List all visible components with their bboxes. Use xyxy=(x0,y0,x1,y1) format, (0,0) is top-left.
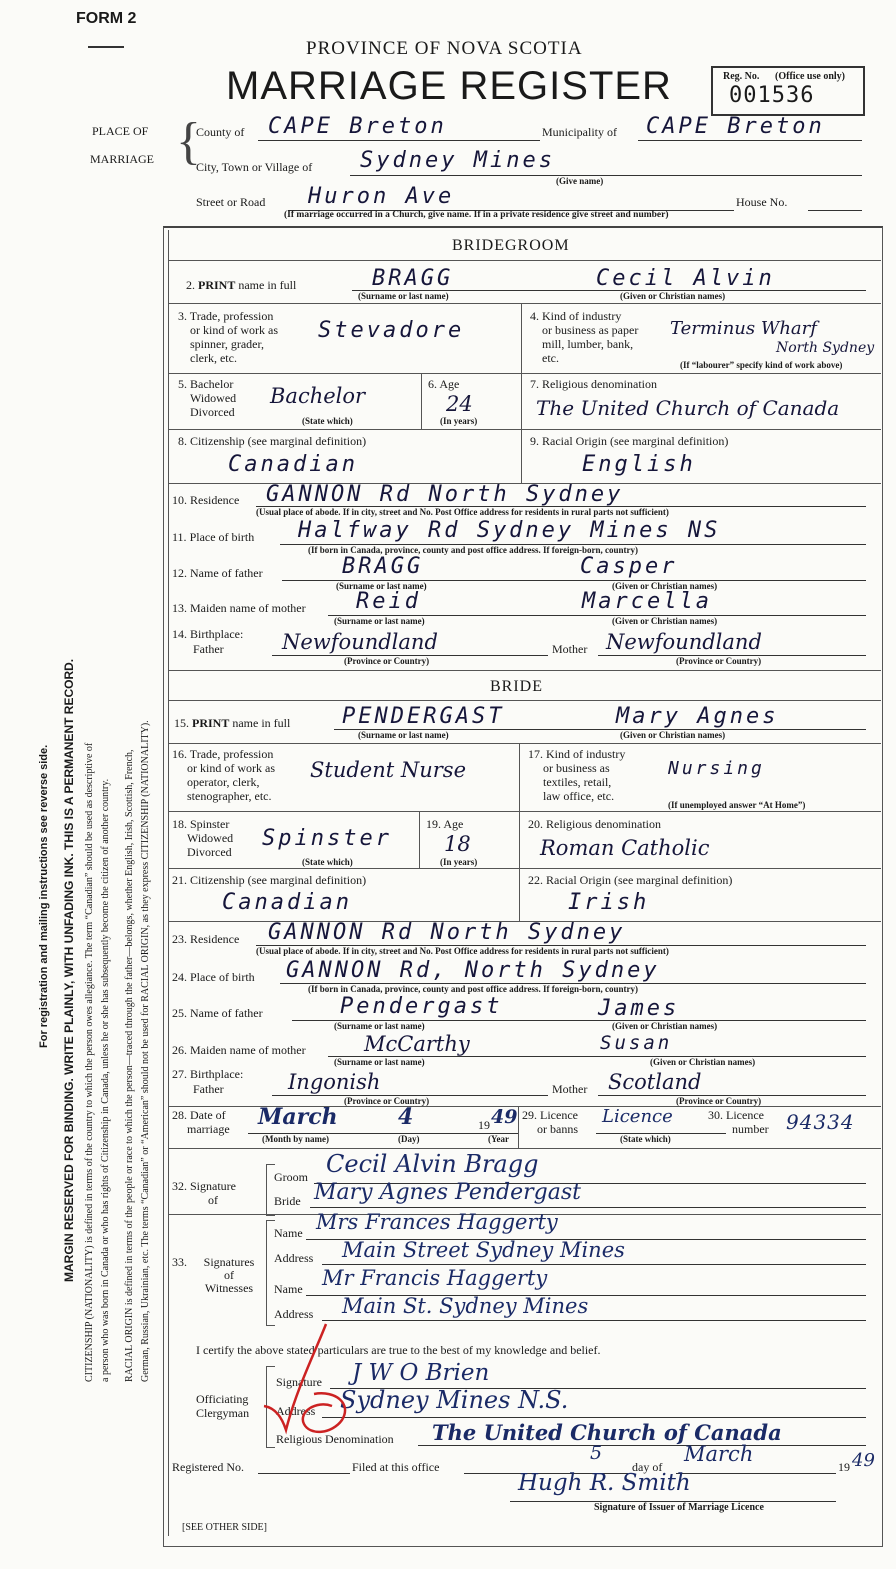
city-caption: (Give name) xyxy=(556,176,604,186)
w2-address-label: Address xyxy=(274,1307,314,1321)
groom-residence: GANNON Rd North Sydney xyxy=(266,482,624,507)
f4-l2: or business as paper xyxy=(542,323,639,337)
clergy-signature: J W O Brien xyxy=(352,1360,490,1386)
rule xyxy=(168,429,881,430)
f18-l1: Spinster xyxy=(190,817,230,831)
underline xyxy=(322,1320,866,1321)
street-value: Huron Ave xyxy=(308,184,455,209)
bride-origin: Irish xyxy=(568,890,650,915)
f3-l1: Trade, profession xyxy=(189,309,274,323)
f4-num: 4. xyxy=(530,309,539,323)
f17-l2: or business as xyxy=(543,761,610,775)
f10-label xyxy=(172,493,239,508)
form-number: FORM 2 xyxy=(76,10,137,27)
house-underline xyxy=(808,210,862,211)
f25-label xyxy=(172,1006,263,1021)
bride-heading: BRIDE xyxy=(490,678,543,695)
f11-birth-label: Place of birth xyxy=(189,530,255,544)
f33-l1: Signatures xyxy=(203,1255,255,1269)
state-which-caption: (State which) xyxy=(620,1134,671,1144)
f3-l2: or kind of work as xyxy=(190,323,278,337)
certify-statement: I certify the above stated particulars are true to the best of my knowledge and belief. xyxy=(196,1343,601,1357)
rule xyxy=(168,1148,881,1149)
f20-religion-label: Religious denomination xyxy=(546,817,661,831)
f29-num: 29. xyxy=(522,1108,537,1122)
f29-label xyxy=(522,1108,578,1136)
f3-l3: spinner, grader, xyxy=(190,337,265,351)
f25-num: 25. xyxy=(172,1006,187,1020)
year-caption: (Year xyxy=(488,1134,509,1144)
f17-note: (If unemployed answer “At Home”) xyxy=(668,800,806,810)
f13-mother-label: Maiden name of mother xyxy=(190,601,306,615)
dash-mark xyxy=(88,46,124,48)
filed-label: Filed at this office xyxy=(352,1460,440,1474)
f29-l1: Licence xyxy=(540,1108,578,1122)
rule xyxy=(168,670,881,671)
residence-caption xyxy=(256,946,669,956)
w1-address-label: Address xyxy=(274,1251,314,1265)
f19-age-label: Age xyxy=(443,817,464,831)
groom-mother-given: Marcella xyxy=(582,589,712,614)
marriage-day: 4 xyxy=(398,1104,414,1130)
form-border-inner xyxy=(168,230,169,1536)
f15-label xyxy=(174,716,290,731)
given-caption: (Given or Christian names) xyxy=(612,1021,718,1031)
f5-num: 5. xyxy=(178,377,187,391)
licence-or-banns: Licence xyxy=(602,1106,673,1127)
f27-label xyxy=(172,1067,243,1097)
f7-num: 7. xyxy=(530,377,539,391)
f21-citizenship-label: Citizenship (see marginal definition) xyxy=(190,873,367,887)
f14-num: 14. xyxy=(172,627,187,641)
f19-label xyxy=(426,817,463,832)
f21-label xyxy=(172,873,366,888)
witness-2-name: Mr Francis Haggerty xyxy=(322,1266,548,1290)
surname-caption: (Surname or last name) xyxy=(336,581,427,591)
f9-num: 9. xyxy=(530,434,539,448)
margin-citizenship-def-1: CITIZENSHIP (NATIONALITY) is defined in terms of the country to which the person owes allegiance. The term “Canadian” should be used as descriptive of xyxy=(84,742,95,1382)
f25-father-label: Name of father xyxy=(190,1006,263,1020)
surname-caption: (Surname or last name) xyxy=(358,730,449,740)
groom-religion: The United Church of Canada xyxy=(536,396,840,420)
f15-print: PRINT xyxy=(192,716,230,730)
margin-racial-def-2: German, Russian, Ukrainian, etc. The terms “Canadian” or “American” should not be used for RACIAL ORIGIN, as they express CITIZENSHIP (NATIONALITY). xyxy=(140,720,151,1382)
groom-trade: Stevadore xyxy=(318,318,465,343)
bride-industry: Nursing xyxy=(668,758,765,779)
f22-num: 22. xyxy=(528,873,543,887)
f30-l2: number xyxy=(732,1122,769,1136)
years-caption: (In years) xyxy=(440,857,478,867)
f30-num: 30. xyxy=(708,1108,723,1122)
given-caption: (Given or Christian names) xyxy=(612,616,718,626)
f15-name-label: name in full xyxy=(232,716,291,730)
bride-mother-given: Susan xyxy=(600,1032,673,1054)
bride-religion: Roman Catholic xyxy=(540,836,710,860)
f32-l2: of xyxy=(208,1193,218,1207)
clergy-sig-label: Signature xyxy=(276,1375,322,1389)
f4-l4: etc. xyxy=(542,351,559,365)
f16-l1: Trade, profession xyxy=(189,747,274,761)
province-heading: PROVINCE OF NOVA SCOTIA xyxy=(306,38,583,59)
f23-residence-label: Residence xyxy=(190,932,240,946)
f29-l2: or banns xyxy=(537,1122,578,1136)
clergy-den-label: Religious Denomination xyxy=(276,1432,394,1446)
f2-num: 2. xyxy=(186,278,195,292)
state-caption: (State which) xyxy=(302,416,353,426)
f6-age-label: Age xyxy=(439,377,460,391)
f19-num: 19. xyxy=(426,817,441,831)
bride-sig-label: Bride xyxy=(274,1194,301,1208)
f24-label xyxy=(172,970,255,985)
divider xyxy=(419,811,420,868)
bride-given: Mary Agnes xyxy=(616,704,779,729)
groom-father-given: Casper xyxy=(580,554,678,579)
marriage-month: March xyxy=(258,1104,338,1130)
reg-label: Reg. No. xyxy=(723,71,760,82)
groom-sig-label: Groom xyxy=(274,1170,308,1184)
f9-label xyxy=(530,434,728,449)
underline xyxy=(258,1473,350,1474)
f28-l1: Date of xyxy=(190,1108,226,1122)
rule xyxy=(168,700,881,701)
groom-father-surname: BRAGG xyxy=(342,554,424,579)
city-value: Sydney Mines xyxy=(360,148,555,173)
licence-number: 94334 xyxy=(786,1110,855,1134)
f17-l1: Kind of industry xyxy=(546,747,626,761)
rule xyxy=(168,303,881,304)
f8-citizenship-label: Citizenship (see marginal definition) xyxy=(190,434,367,448)
f28-label xyxy=(172,1108,230,1136)
f18-label xyxy=(172,817,233,859)
f6-num: 6. xyxy=(428,377,437,391)
city-label: City, Town or Village of xyxy=(196,160,313,174)
f16-label xyxy=(172,747,275,803)
residence-caption-2: Post Office address for residents in rural parts not sufficient) xyxy=(435,946,669,956)
groom-status: Bachelor xyxy=(270,384,366,408)
province-caption: (Province or Country) xyxy=(676,1096,762,1106)
surname-caption: (Surname or last name) xyxy=(358,291,449,301)
f4-note: (If “labourer” specify kind of work above) xyxy=(680,360,843,370)
see-other-side: [SEE OTHER SIDE] xyxy=(182,1522,267,1533)
filed-year-prefix: 19 xyxy=(838,1460,850,1474)
street-note: (If marriage occurred in a Church, give name. If in a private residence give street and number) xyxy=(284,210,669,220)
state-caption: (State which) xyxy=(302,857,353,867)
f14-mother-label: Mother xyxy=(552,642,588,656)
f5-label xyxy=(178,377,236,419)
bride-citizenship: Canadian xyxy=(222,890,352,915)
page-title: MARRIAGE REGISTER xyxy=(226,64,672,108)
f30-label xyxy=(708,1108,769,1136)
witness-1-name: Mrs Frances Haggerty xyxy=(316,1210,558,1234)
groom-mother-birth: Newfoundland xyxy=(606,630,762,654)
reg-number: 001536 xyxy=(729,83,815,108)
groom-signature: Cecil Alvin Bragg xyxy=(326,1150,539,1178)
f26-label xyxy=(172,1043,306,1058)
place-label-2: MARRIAGE xyxy=(90,152,155,166)
f28-l2: marriage xyxy=(187,1122,230,1136)
county-value: CAPE Breton xyxy=(268,114,447,139)
divider xyxy=(519,743,520,811)
place-label-1: PLACE OF xyxy=(92,124,149,138)
bride-father-given: James xyxy=(598,996,680,1021)
rule xyxy=(168,811,881,812)
f4-label xyxy=(530,309,638,365)
f16-l3: operator, clerk, xyxy=(187,775,260,789)
groom-surname: BRAGG xyxy=(372,266,454,291)
margin-binding-note: MARGIN RESERVED FOR BINDING. WRITE PLAINLY, WITH UNFADING INK. THIS IS A PERMANENT RECORD. xyxy=(62,658,76,1282)
city-underline xyxy=(350,175,862,176)
province-caption: (Province or Country) xyxy=(676,656,762,666)
f16-l2: or kind of work as xyxy=(187,761,275,775)
underline xyxy=(322,1264,866,1265)
bride-surname: PENDERGAST xyxy=(342,704,505,729)
f12-father-label: Name of father xyxy=(190,566,263,580)
f27-birthplace-label: Birthplace: xyxy=(190,1067,244,1081)
clergy-denomination: The United Church of Canada xyxy=(432,1420,782,1445)
red-check-mark xyxy=(256,1320,366,1440)
f16-num: 16. xyxy=(172,747,187,761)
f18-l3: Divorced xyxy=(187,845,232,859)
bride-mother-birth: Scotland xyxy=(608,1070,702,1094)
divider xyxy=(521,303,522,373)
f24-birth-label: Place of birth xyxy=(190,970,255,984)
residence-caption-2: Post Office address for residents in rural parts not sufficient) xyxy=(435,507,669,517)
county-underline xyxy=(258,140,540,141)
month-caption: (Month by name) xyxy=(262,1134,329,1144)
rule xyxy=(168,743,881,744)
given-caption: (Given or Christian names) xyxy=(612,581,718,591)
house-label: House No. xyxy=(736,195,788,209)
f33-text xyxy=(196,1256,262,1295)
given-caption: (Given or Christian names) xyxy=(620,730,726,740)
f33-l3: Witnesses xyxy=(204,1281,254,1295)
f7-religion-label: Religious denomination xyxy=(542,377,657,391)
years-caption: (In years) xyxy=(440,416,478,426)
groom-origin: English xyxy=(582,452,696,477)
municipality-value: CAPE Breton xyxy=(646,114,825,139)
margin-instructions-note: For registration and mailing instructions see reverse side. xyxy=(38,744,50,1048)
day-of-label: day of xyxy=(632,1460,663,1474)
groom-age: 24 xyxy=(446,392,473,416)
clergy-addr-label: Address xyxy=(276,1404,316,1418)
margin-racial-def-1: RACIAL ORIGIN is defined in terms of the people or race to which the person—traced through the father—belongs, whether English, Irish, Scottish, French, xyxy=(124,749,135,1382)
bride-mother-surname: McCarthy xyxy=(364,1032,470,1056)
f12-num: 12. xyxy=(172,566,187,580)
surname-caption: (Surname or last name) xyxy=(334,616,425,626)
groom-father-birth: Newfoundland xyxy=(282,630,438,654)
f17-label xyxy=(528,747,625,803)
issuer-signature: Hugh R. Smith xyxy=(518,1470,691,1496)
f23-label xyxy=(172,932,239,947)
bridegroom-heading: BRIDEGROOM xyxy=(452,237,570,254)
f27-mother-label: Mother xyxy=(552,1082,588,1096)
rule xyxy=(168,373,881,374)
f9-origin-label: Racial Origin (see marginal definition) xyxy=(542,434,729,448)
marriage-year-prefix: 19 xyxy=(478,1118,490,1132)
underline xyxy=(322,1417,866,1418)
f20-label xyxy=(528,817,661,832)
f5-l2: Widowed xyxy=(190,391,237,405)
f22-label xyxy=(528,873,732,888)
f33-label xyxy=(172,1256,187,1269)
clergy-l1: Officiating xyxy=(196,1392,249,1406)
f3-l4: clerk, etc. xyxy=(190,351,237,365)
f26-mother-label: Maiden name of mother xyxy=(190,1043,306,1057)
w1-name-label: Name xyxy=(274,1226,303,1240)
groom-birthplace: Halfway Rd Sydney Mines NS xyxy=(298,518,721,543)
bride-signature: Mary Agnes Pendergast xyxy=(314,1180,581,1205)
f16-l4: stenographer, etc. xyxy=(187,789,272,803)
province-caption: (Province or Country) xyxy=(344,656,430,666)
f2-label xyxy=(186,278,296,293)
registered-no-label: Registered No. xyxy=(172,1460,244,1474)
f32-label xyxy=(172,1179,236,1207)
f26-num: 26. xyxy=(172,1043,187,1057)
f10-residence-label: Residence xyxy=(190,493,240,507)
given-caption: (Given or Christian names) xyxy=(620,291,726,301)
f14-birthplace-label: Birthplace: xyxy=(190,627,244,641)
f17-num: 17. xyxy=(528,747,543,761)
f17-l4: law office, etc. xyxy=(543,789,615,803)
f12-label xyxy=(172,566,263,581)
f11-label xyxy=(172,530,254,545)
f8-num: 8. xyxy=(178,434,187,448)
reg-number-box xyxy=(711,66,865,116)
f4-l1: Kind of industry xyxy=(542,309,622,323)
municipality-label: Municipality of xyxy=(542,125,617,139)
surname-caption: (Surname or last name) xyxy=(334,1057,425,1067)
f6-label xyxy=(428,377,459,392)
f13-num: 13. xyxy=(172,601,187,615)
filed-day: 5 xyxy=(590,1442,603,1464)
county-label: County of xyxy=(196,125,245,139)
f15-num: 15. xyxy=(174,716,189,730)
margin-citizenship-def-2: a person who was born in Canada or who has rights of Citizenship in Canada, unless he or she has subsequently become the citizen of another country. xyxy=(100,778,111,1382)
clergy-l2: Clergyman xyxy=(196,1406,250,1420)
filed-year: 49 xyxy=(852,1450,875,1471)
f4-l3: mill, lumber, bank, xyxy=(542,337,634,351)
birth-caption: (If born in Canada, province, county and post office address. If foreign-born, country) xyxy=(308,545,639,555)
f17-l3: textiles, retail, xyxy=(543,775,612,789)
residence-caption xyxy=(256,507,669,517)
divider xyxy=(519,811,520,921)
f32-l1: Signature xyxy=(190,1179,236,1193)
f30-l1: Licence xyxy=(726,1108,764,1122)
f33-num: 33. xyxy=(172,1255,187,1269)
residence-caption-1: (Usual place of abode. If in city, street and No. xyxy=(256,507,433,517)
issuer-caption: Signature of Issuer of Marriage Licence xyxy=(594,1502,764,1513)
f7-label xyxy=(530,377,657,392)
underline xyxy=(418,1445,866,1446)
street-label: Street or Road xyxy=(196,195,266,209)
f33-l2: of xyxy=(224,1268,234,1282)
given-caption: (Given or Christian names) xyxy=(650,1057,756,1067)
f24-num: 24. xyxy=(172,970,187,984)
divider xyxy=(521,373,522,483)
f18-l2: Widowed xyxy=(187,831,234,845)
clergy-address: Sydney Mines N.S. xyxy=(340,1386,569,1414)
f2-name-label: name in full xyxy=(238,278,297,292)
groom-industry-1: Terminus Wharf xyxy=(670,318,817,339)
witness-2-address: Main St. Sydney Mines xyxy=(342,1294,589,1318)
f5-l1: Bachelor xyxy=(190,377,234,391)
bride-father-surname: Pendergast xyxy=(340,994,503,1019)
municipality-underline xyxy=(638,140,862,141)
f27-num: 27. xyxy=(172,1067,187,1081)
f3-label xyxy=(178,309,278,365)
f14-label xyxy=(172,627,243,657)
province-caption: (Province or Country) xyxy=(344,1096,430,1106)
f28-num: 28. xyxy=(172,1108,187,1122)
day-caption: (Day) xyxy=(398,1134,420,1144)
f21-num: 21. xyxy=(172,873,187,887)
witness-1-address: Main Street Sydney Mines xyxy=(342,1238,625,1262)
f23-num: 23. xyxy=(172,932,187,946)
groom-industry-2: North Sydney xyxy=(776,340,875,356)
bride-trade: Student Nurse xyxy=(310,758,467,782)
marriage-year: 49 xyxy=(491,1106,518,1128)
bride-birthplace: GANNON Rd, North Sydney xyxy=(286,958,660,983)
f32-num: 32. xyxy=(172,1179,187,1193)
filed-month: March xyxy=(684,1442,754,1466)
f20-num: 20. xyxy=(528,817,543,831)
underline xyxy=(676,1473,836,1474)
w2-name-label: Name xyxy=(274,1282,303,1296)
place-brace: { xyxy=(176,113,201,170)
f2-print: PRINT xyxy=(198,278,236,292)
bride-age: 18 xyxy=(444,832,471,856)
underline xyxy=(310,1207,866,1208)
groom-citizenship: Canadian xyxy=(228,452,358,477)
divider xyxy=(518,1106,519,1148)
bride-status: Spinster xyxy=(262,826,392,851)
f27-father-label: Father xyxy=(193,1082,224,1096)
birth-caption: (If born in Canada, province, county and post office address. If foreign-born, country) xyxy=(308,984,639,994)
f18-num: 18. xyxy=(172,817,187,831)
clergy-label xyxy=(196,1392,249,1420)
rule xyxy=(168,260,881,261)
surname-caption: (Surname or last name) xyxy=(334,1021,425,1031)
groom-given: Cecil Alvin xyxy=(596,266,775,291)
bride-residence: GANNON Rd North Sydney xyxy=(268,920,626,945)
f22-origin-label: Racial Origin (see marginal definition) xyxy=(546,873,733,887)
f11-num: 11. xyxy=(172,530,187,544)
f14-father-label: Father xyxy=(193,642,224,656)
f3-num: 3. xyxy=(178,309,187,323)
f13-label xyxy=(172,601,306,616)
bride-father-birth: Ingonish xyxy=(288,1070,381,1094)
rule xyxy=(168,868,881,869)
groom-mother-surname: Reid xyxy=(356,589,421,614)
reg-office-note: (Office use only) xyxy=(775,71,845,82)
f8-label xyxy=(178,434,366,449)
f10-num: 10. xyxy=(172,493,187,507)
divider xyxy=(421,373,422,429)
f5-l3: Divorced xyxy=(190,405,235,419)
residence-caption-1: (Usual place of abode. If in city, street and No. xyxy=(256,946,433,956)
